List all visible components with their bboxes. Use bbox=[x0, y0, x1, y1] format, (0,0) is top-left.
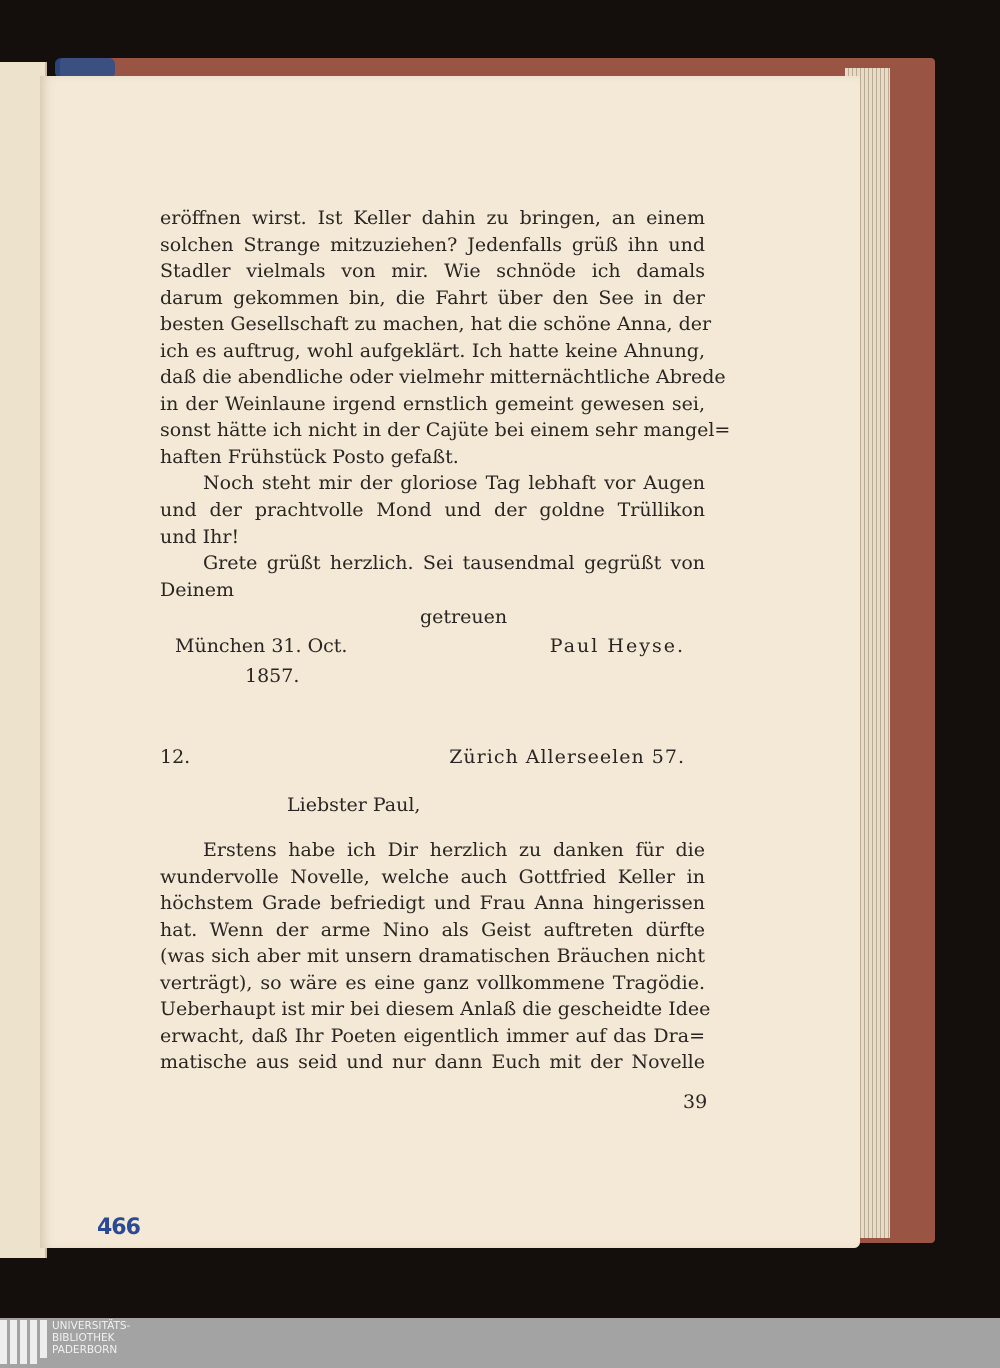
text-line: und der prachtvolle Mond und der goldne Trüllikon bbox=[160, 499, 705, 521]
text-line: eröffnen wirst. Ist Keller dahin zu bringen, an einem bbox=[160, 207, 705, 229]
closing-getreuen: getreuen bbox=[420, 606, 508, 628]
text-line: in der Weinlaune irgend ernstlich gemeint gewesen sei, bbox=[160, 393, 705, 415]
text-line: erwacht, daß Ihr Poeten eigentlich immer auf das Dra= bbox=[160, 1025, 705, 1047]
letter-number: 12. bbox=[160, 746, 191, 768]
text-line: wundervolle Novelle, welche auch Gottfried Keller in bbox=[160, 866, 705, 888]
salutation: Liebster Paul, bbox=[287, 794, 421, 816]
text-line: matische aus seid und nur dann Euch mit der Novelle bbox=[160, 1051, 705, 1073]
text-line: solchen Strange mitzuziehen? Jedenfalls grüß ihn und bbox=[160, 234, 705, 256]
text-line: Deinem bbox=[160, 579, 235, 601]
text-line: verträgt), so wäre es eine ganz vollkommene Tragödie. bbox=[160, 972, 705, 994]
text-line: Ueberhaupt ist mir bei diesem Anlaß die gescheidte Idee bbox=[160, 998, 711, 1020]
closing-year: 1857. bbox=[245, 665, 300, 687]
library-banner bbox=[0, 1318, 1000, 1368]
closing-place-date: München 31. Oct. bbox=[175, 635, 348, 657]
letter-place-date: Zürich Allerseelen 57. bbox=[449, 746, 685, 768]
text-line: hat. Wenn der arme Nino als Geist auftreten dürfte bbox=[160, 919, 705, 941]
library-logo-text: UNIVERSITÄTS- BIBLIOTHEK PADERBORN bbox=[52, 1320, 131, 1356]
text-line: höchstem Grade befriedigt und Frau Anna hingerissen bbox=[160, 892, 705, 914]
text-line: Erstens habe ich Dir herzlich zu danken für die bbox=[203, 839, 705, 861]
text-line: ich es auftrug, wohl aufgeklärt. Ich hatte keine Ahnung, bbox=[160, 340, 705, 362]
text-line: Grete grüßt herzlich. Sei tausendmal gegrüßt von bbox=[203, 552, 705, 574]
text-line: haften Frühstück Posto gefaßt. bbox=[160, 446, 459, 468]
text-line: daß die abendliche oder vielmehr mitternächtliche Abrede bbox=[160, 366, 726, 388]
page-number: 39 bbox=[683, 1091, 708, 1113]
text-line: (was sich aber mit unsern dramatischen Bräuchen nicht bbox=[160, 945, 705, 967]
text-line: und Ihr! bbox=[160, 526, 240, 548]
bookmark-ribbon bbox=[55, 58, 115, 78]
text-line: Noch steht mir der gloriose Tag lebhaft vor Augen bbox=[203, 472, 705, 494]
text-line: sonst hätte ich nicht in der Cajüte bei einem sehr mangel= bbox=[160, 419, 731, 441]
library-stamp-number: 466 bbox=[97, 1215, 140, 1240]
signature: Paul Heyse. bbox=[549, 635, 685, 657]
text-line: darum gekommen bin, die Fahrt über den See in der bbox=[160, 287, 705, 309]
text-line: besten Gesellschaft zu machen, hat die schöne Anna, der bbox=[160, 313, 712, 335]
text-line: Stadler vielmals von mir. Wie schnöde ich damals bbox=[160, 260, 705, 282]
